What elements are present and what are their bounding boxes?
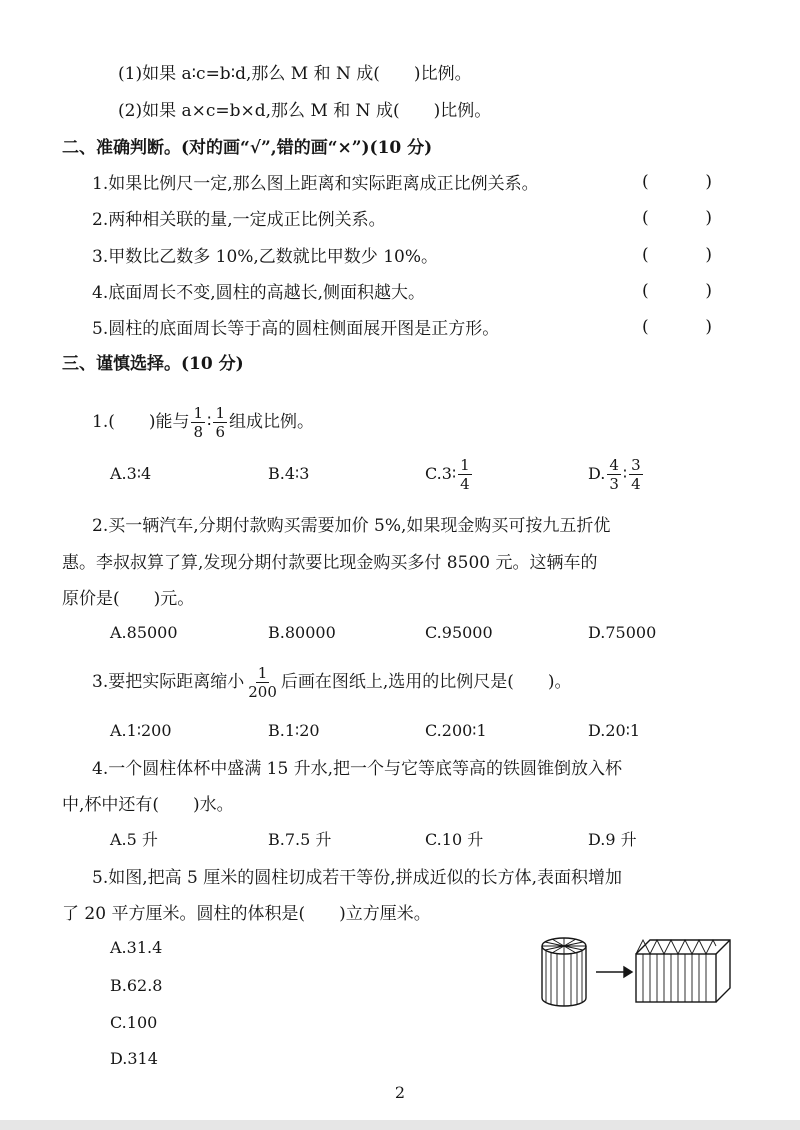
q2-option-c[interactable]: C.95000 bbox=[425, 623, 493, 642]
q1-option-b[interactable]: B.4∶3 bbox=[268, 464, 310, 483]
page-bottom-edge bbox=[0, 1120, 800, 1130]
section3-title: 三、谨慎选择。(10 分) bbox=[62, 354, 244, 374]
choice-question-2-line1: 2.买一辆汽车,分期付款购买需要加价 5%,如果现金购买可按九五折优 bbox=[92, 516, 611, 536]
q4-option-a[interactable]: A.5 升 bbox=[110, 830, 158, 849]
judge-answer-3[interactable]: ( ) bbox=[642, 245, 712, 265]
q1-suffix: 组成比例。 bbox=[229, 412, 315, 432]
judge-answer-4[interactable]: ( ) bbox=[642, 281, 712, 301]
q1-option-a[interactable]: A.3∶4 bbox=[110, 464, 152, 483]
q2-option-b[interactable]: B.80000 bbox=[268, 623, 336, 642]
q1-fraction-2: $\frac{1}{6}$ bbox=[215, 404, 226, 441]
q3-fraction: $\frac{1}{200}$ bbox=[248, 664, 277, 701]
q3-option-b[interactable]: B.1∶20 bbox=[268, 721, 320, 740]
arrow-right-icon bbox=[596, 967, 632, 977]
choice-question-2-line3: 原价是( )元。 bbox=[62, 589, 195, 609]
q2-option-d[interactable]: D.75000 bbox=[588, 623, 657, 642]
q5-option-b[interactable]: B.62.8 bbox=[110, 976, 163, 995]
judge-item-4: 4.底面周长不变,圆柱的高越长,侧面积越大。 bbox=[92, 283, 426, 303]
choice-question-4-line2: 中,杯中还有( )水。 bbox=[62, 795, 234, 815]
judge-answer-1[interactable]: ( ) bbox=[642, 172, 712, 192]
q3-option-d[interactable]: D.20∶1 bbox=[588, 721, 641, 740]
judge-answer-2[interactable]: ( ) bbox=[642, 208, 712, 228]
q4-option-b[interactable]: B.7.5 升 bbox=[268, 830, 332, 849]
part1-question-2: (2)如果 a×c=b×d,那么 M 和 N 成( )比例。 bbox=[118, 101, 492, 121]
choice-question-3: 3.要把实际距离缩小 $\frac{1}{200}$ 后画在图纸上,选用的比例尺是( )。 bbox=[92, 664, 572, 701]
choice-question-4-line1: 4.一个圆柱体杯中盛满 15 升水,把一个与它等底等高的铁圆锥倒放入杯 bbox=[92, 759, 623, 779]
q3-option-a[interactable]: A.1∶200 bbox=[110, 721, 172, 740]
part1-question-1: (1)如果 a∶c=b∶d,那么 M 和 N 成( )比例。 bbox=[118, 64, 472, 84]
q4-option-c[interactable]: C.10 升 bbox=[425, 830, 484, 849]
q1-prefix: 1.( )能与 bbox=[92, 412, 190, 432]
q5-option-d[interactable]: D.314 bbox=[110, 1049, 158, 1068]
section2-title: 二、准确判断。(对的画“√”,错的画“×”)(10 分) bbox=[62, 138, 433, 158]
choice-question-1: 1.( )能与 $\frac{1}{8}$ ∶ $\frac{1}{6}$ 组成比例。 bbox=[92, 404, 315, 441]
judge-item-3: 3.甲数比乙数多 10%,乙数就比甲数少 10%。 bbox=[92, 247, 439, 267]
judge-item-1: 1.如果比例尺一定,那么图上距离和实际距离成正比例关系。 bbox=[92, 174, 539, 194]
q1-fraction-1: $\frac{1}{8}$ bbox=[193, 404, 204, 441]
judge-item-5: 5.圆柱的底面周长等于高的圆柱侧面展开图是正方形。 bbox=[92, 319, 500, 339]
choice-question-5-line1: 5.如图,把高 5 厘米的圆柱切成若干等份,拼成近似的长方体,表面积增加 bbox=[92, 868, 623, 888]
q1-option-d[interactable]: D. $\frac{4}{3}$ ∶ $\frac{3}{4}$ bbox=[588, 456, 641, 493]
q5-option-a[interactable]: A.31.4 bbox=[110, 938, 163, 957]
q4-option-d[interactable]: D.9 升 bbox=[588, 830, 637, 849]
q5-option-c[interactable]: C.100 bbox=[110, 1013, 158, 1032]
sliced-cylinder-icon bbox=[542, 938, 586, 1006]
page-number: 2 bbox=[394, 1083, 406, 1102]
q2-option-a[interactable]: A.85000 bbox=[110, 623, 178, 642]
cylinder-to-cuboid-figure bbox=[538, 932, 738, 1012]
approximate-cuboid-icon bbox=[636, 940, 730, 1002]
q3-option-c[interactable]: C.200∶1 bbox=[425, 721, 487, 740]
judge-answer-5[interactable]: ( ) bbox=[642, 317, 712, 337]
choice-question-5-line2: 了 20 平方厘米。圆柱的体积是( )立方厘米。 bbox=[62, 904, 431, 924]
q1-option-c[interactable]: C.3∶ $\frac{1}{4}$ bbox=[425, 456, 470, 493]
choice-question-2-line2: 惠。李叔叔算了算,发现分期付款要比现金购买多付 8500 元。这辆车的 bbox=[62, 553, 598, 573]
judge-item-2: 2.两种相关联的量,一定成正比例关系。 bbox=[92, 210, 386, 230]
